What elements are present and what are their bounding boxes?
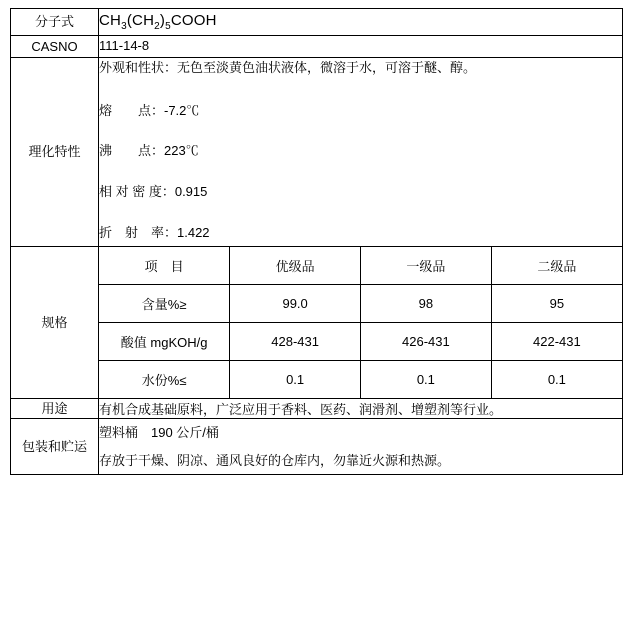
spec-header-premium: 优级品 [230, 247, 361, 285]
property-refractive-index: 折 射 率：1.422 [99, 224, 210, 240]
spec-header-row [99, 247, 622, 285]
packaging-line-2: 存放于干燥、阴凉、通风良好的仓库内，勿靠近火源和热源。 [99, 452, 451, 468]
spec-cell-value: 95 [491, 284, 622, 322]
table-row-specification [11, 246, 623, 398]
property-relative-density: 相 对 密 度：0.915 [99, 184, 208, 200]
spec-cell-value: 428-431 [230, 322, 361, 360]
property-appearance: 外观和性状：无色至淡黄色油状液体，微溶于水，可溶于醚、醇。 [99, 59, 477, 75]
spec-cell-value: 98 [361, 284, 492, 322]
spec-header-first-grade: 一级品 [361, 247, 492, 285]
spec-cell-label: 酸值 mgKOH/g [99, 322, 230, 360]
spec-row-content [99, 284, 622, 322]
row-label-usage: 用途 [11, 398, 99, 419]
spec-cell-value: 0.1 [361, 360, 492, 398]
packaging-line-1: 塑料桶 190 公斤/桶 [99, 425, 219, 441]
table-row-usage [11, 398, 623, 419]
specification-grid [99, 247, 622, 398]
row-value-properties [99, 57, 623, 246]
property-boiling-point: 沸 点：223℃ [99, 143, 199, 159]
spec-cell-value: 0.1 [230, 360, 361, 398]
spec-header-second-grade: 二级品 [491, 247, 622, 285]
spec-table [10, 8, 623, 475]
table-row-packaging [11, 419, 623, 475]
spec-cell-label: 含量%≥ [99, 284, 230, 322]
table-row-properties [11, 57, 623, 246]
spec-header-item: 项 目 [99, 247, 230, 285]
row-label-packaging: 包装和贮运 [11, 419, 99, 475]
spec-cell-value: 426-431 [361, 322, 492, 360]
row-value-usage: 有机合成基础原料，广泛应用于香料、医药、润滑剂、增塑剂等行业。 [99, 398, 623, 419]
table-row-casno [11, 36, 623, 58]
product-spec-sheet [0, 8, 633, 630]
row-label-formula: 分子式 [11, 9, 99, 36]
molecular-formula: $CH_3(CH_2)_5COOH$ [99, 12, 217, 32]
table-row-formula [11, 9, 623, 36]
spec-cell-value: 0.1 [491, 360, 622, 398]
property-melting-point: 熔 点：-7.2℃ [99, 102, 200, 118]
spec-cell-value: 99.0 [230, 284, 361, 322]
spec-cell-label: 水份%≤ [99, 360, 230, 398]
row-label-casno: CASNO [11, 36, 99, 58]
row-value-packaging [99, 419, 623, 475]
spec-row-moisture [99, 360, 622, 398]
row-label-properties: 理化特性 [11, 57, 99, 246]
spec-row-acid-value [99, 322, 622, 360]
spec-cell-value: 422-431 [491, 322, 622, 360]
row-value-specification [99, 246, 623, 398]
row-value-casno: 111-14-8 [99, 36, 623, 58]
row-label-specification: 规格 [11, 246, 99, 398]
row-value-formula [99, 9, 623, 36]
